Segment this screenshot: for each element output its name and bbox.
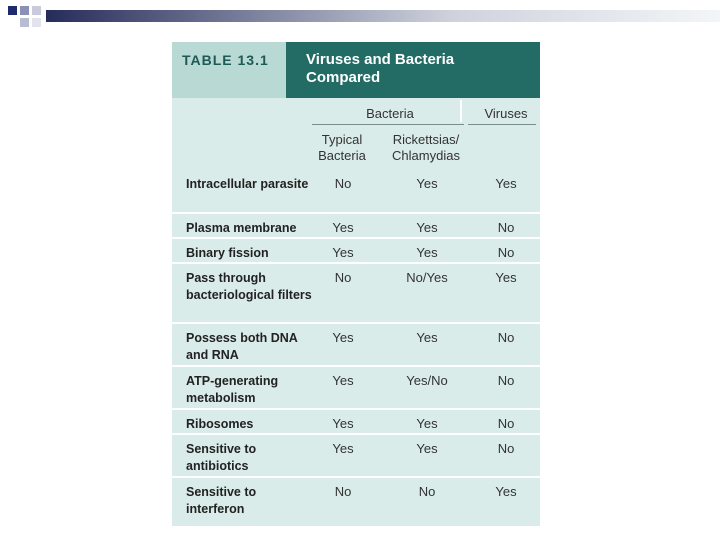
group-rule-viruses: [468, 124, 536, 125]
row-label: Pass through bacteriological filters: [186, 271, 312, 302]
cell-rickettsias-chlamydias: Yes: [416, 176, 438, 191]
column-headers: [172, 98, 540, 170]
slide-banner: [0, 0, 720, 38]
cell-typical-bacteria: No: [334, 176, 352, 191]
cell-typical-bacteria: Yes: [332, 373, 354, 388]
subheader-typical: Typical Bacteria: [318, 132, 366, 163]
table-label-box: [172, 42, 286, 98]
table-row: [172, 367, 540, 410]
table-row: [172, 214, 540, 239]
row-label: Binary fission: [186, 246, 269, 260]
cell-viruses: No: [497, 330, 515, 345]
group-divider: [460, 100, 462, 122]
row-label: Sensitive to antibiotics: [186, 442, 257, 473]
banner-square: [20, 18, 29, 27]
cell-rickettsias-chlamydias: Yes/No: [406, 373, 448, 388]
group-header-bacteria: Bacteria: [366, 106, 414, 121]
cell-viruses: No: [497, 220, 515, 235]
cell-viruses: Yes: [495, 484, 517, 499]
cell-rickettsias-chlamydias: Yes: [416, 220, 438, 235]
cell-viruses: No: [497, 373, 515, 388]
group-header-viruses: Viruses: [484, 106, 528, 121]
cell-typical-bacteria: Yes: [332, 416, 354, 431]
table-row: [172, 170, 540, 214]
banner-square: [20, 6, 29, 15]
cell-viruses: Yes: [495, 270, 517, 285]
table-row: [172, 264, 540, 324]
cell-typical-bacteria: Yes: [332, 245, 354, 260]
cell-rickettsias-chlamydias: Yes: [416, 416, 438, 431]
row-label: ATP-generating metabolism: [186, 374, 279, 405]
row-label: Possess both DNA and RNA: [186, 331, 298, 362]
table-label: TABLE 13.1: [182, 52, 269, 68]
table-row: [172, 239, 540, 264]
cell-viruses: No: [497, 416, 515, 431]
banner-square: [32, 6, 41, 15]
table-title-box: [286, 42, 540, 98]
table-title: Viruses and Bacteria Compared: [306, 51, 455, 86]
table-row: [172, 324, 540, 367]
group-rule-bacteria: [312, 124, 464, 125]
row-label: Sensitive to interferon: [186, 485, 257, 516]
cell-typical-bacteria: No: [334, 270, 352, 285]
row-label: Plasma membrane: [186, 221, 297, 235]
banner-square: [8, 6, 17, 15]
comparison-table: [172, 42, 540, 528]
row-label: Intracellular parasite: [186, 177, 309, 191]
cell-viruses: Yes: [495, 176, 517, 191]
cell-rickettsias-chlamydias: Yes: [416, 245, 438, 260]
table-row: [172, 435, 540, 478]
table-header: [172, 42, 540, 98]
cell-rickettsias-chlamydias: No/Yes: [406, 270, 448, 285]
cell-typical-bacteria: Yes: [332, 441, 354, 456]
cell-typical-bacteria: Yes: [332, 330, 354, 345]
cell-rickettsias-chlamydias: No: [418, 484, 436, 499]
table-row: [172, 410, 540, 435]
cell-typical-bacteria: No: [334, 484, 352, 499]
subheader-rickettsias: Rickettsias/ Chlamydias: [392, 132, 460, 163]
cell-rickettsias-chlamydias: Yes: [416, 330, 438, 345]
table-row: [172, 478, 540, 528]
cell-viruses: No: [497, 245, 515, 260]
cell-typical-bacteria: Yes: [332, 220, 354, 235]
banner-square: [32, 18, 41, 27]
cell-rickettsias-chlamydias: Yes: [416, 441, 438, 456]
banner-gradient-bar: [46, 10, 720, 22]
cell-viruses: No: [497, 441, 515, 456]
row-label: Ribosomes: [186, 417, 254, 431]
